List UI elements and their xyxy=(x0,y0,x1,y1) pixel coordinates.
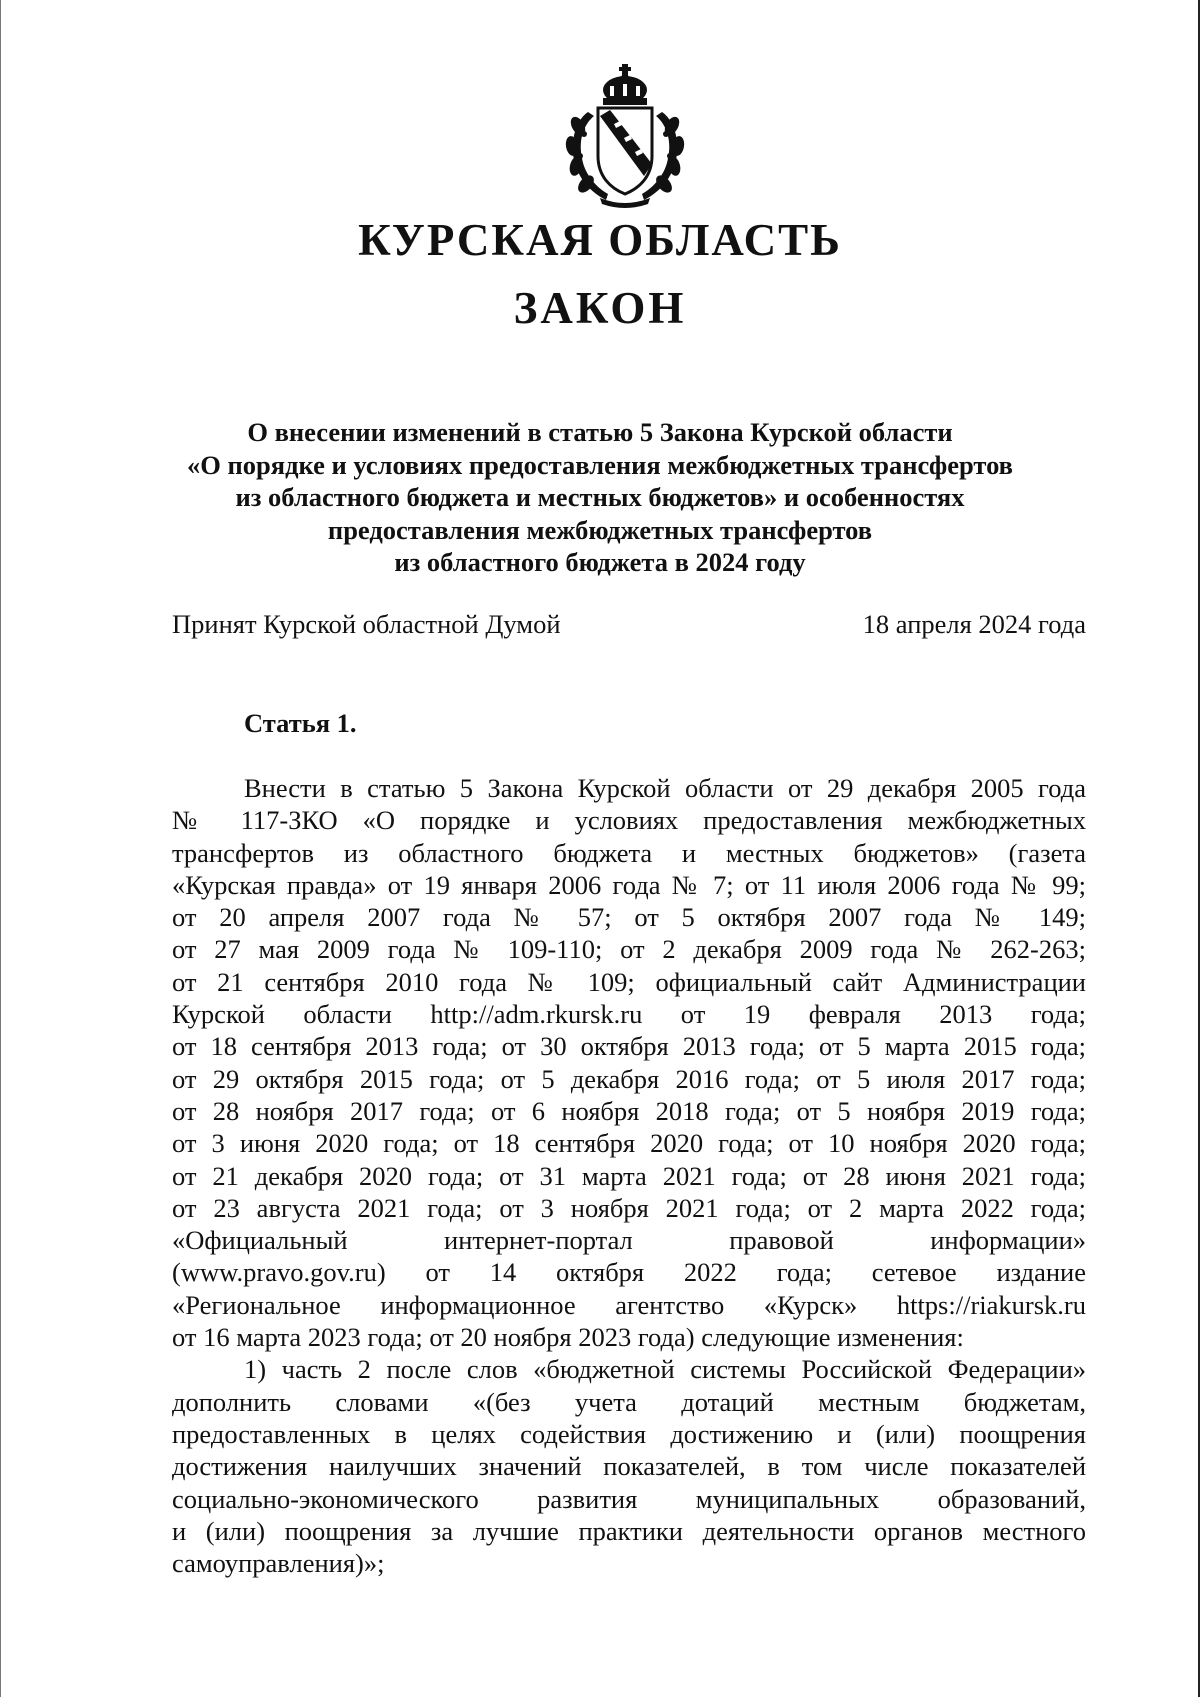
item-line: 1) часть 2 после слов «бюджетной системы Российской Федерации» xyxy=(244,1354,1086,1385)
body-line: от 27 мая 2009 года № 109-110; от 2 декабря 2009 года № 262-263; xyxy=(172,934,1086,965)
body-line: «Региональное информационное агентство «Курск» https://riakursk.ru xyxy=(172,1289,1086,1320)
article-body xyxy=(172,772,1086,1579)
item-line: предоставленных в целях содействия достижению и (или) поощрения xyxy=(172,1418,1086,1449)
body-line: от 21 сентября 2010 года № 109; официальный сайт Администрации xyxy=(172,966,1086,997)
body-line: от 28 ноября 2017 года; от 6 ноября 2018 года; от 5 ноября 2019 года; xyxy=(172,1095,1086,1126)
item-line: самоуправления)»; xyxy=(172,1548,385,1579)
adoption-date: 18 апреля 2024 года xyxy=(862,609,1086,639)
item-line: социально-экономического развития муниципальных образований, xyxy=(172,1483,1086,1514)
adopted-by: Принят Курской областной Думой xyxy=(172,609,561,639)
item-line: дополнить словами «(без учета дотаций местным бюджетам, xyxy=(172,1386,1086,1417)
body-line: от 16 марта 2023 года; от 20 ноября 2023 года) следующие изменения: xyxy=(172,1322,964,1353)
law-title xyxy=(100,416,1100,579)
body-line: от 21 декабря 2020 года; от 31 марта 2021 года; от 28 июня 2021 года; xyxy=(172,1160,1086,1191)
body-line: от 29 октября 2015 года; от 5 декабря 2016 года; от 5 июля 2017 года; xyxy=(172,1063,1086,1094)
body-line: Внести в статью 5 Закона Курской области от 29 декабря 2005 года xyxy=(244,773,1086,803)
law-title-line: предоставления межбюджетных трансфертов xyxy=(327,514,873,545)
kursk-coat-of-arms-icon xyxy=(560,60,690,210)
law-title-line: из областного бюджета в 2024 году xyxy=(394,547,806,577)
item-line: достижения наилучших значений показателей, в том числе показателей xyxy=(172,1451,1086,1482)
law-title-line: «О порядке и условиях предоставления межбюджетных трансфертов xyxy=(187,449,1013,480)
body-line: «Курская правда» от 19 января 2006 года № 7; от 11 июля 2006 года № 99; xyxy=(172,869,1086,900)
body-line: от 18 сентября 2013 года; от 30 октября 2013 года; от 5 марта 2015 года; xyxy=(172,1031,1086,1062)
document-type-heading: ЗАКОН xyxy=(513,283,687,333)
body-line: от 20 апреля 2007 года № 57; от 5 октября 2007 года № 149; xyxy=(172,902,1086,933)
body-line: трансфертов из областного бюджета и местных бюджетов» (газета xyxy=(172,837,1086,868)
body-line: от 3 июня 2020 года; от 18 сентября 2020 года; от 10 ноября 2020 года; xyxy=(172,1128,1086,1159)
law-title-line: из областного бюджета и местных бюджетов» и особенностях xyxy=(235,482,965,512)
body-line: «Официальный интернет-портал правовой информации» xyxy=(172,1225,1086,1256)
item-line: и (или) поощрения за лучшие практики деятельности органов местного xyxy=(172,1515,1086,1546)
body-line: № 117-ЗКО «О порядке и условиях предоставления межбюджетных xyxy=(172,805,1086,836)
body-line: (www.pravo.gov.ru) от 14 октября 2022 года; сетевое издание xyxy=(172,1257,1086,1288)
article-heading: Статья 1. xyxy=(244,708,357,738)
law-title-line: О внесении изменений в статью 5 Закона Курской области xyxy=(247,417,953,447)
region-heading: КУРСКАЯ ОБЛАСТЬ xyxy=(358,215,842,265)
body-line: Курской области http://adm.rkursk.ru от 19 февраля 2013 года; xyxy=(172,999,1086,1030)
body-line: от 23 августа 2021 года; от 3 ноября 2021 года; от 2 марта 2022 года; xyxy=(172,1192,1086,1223)
